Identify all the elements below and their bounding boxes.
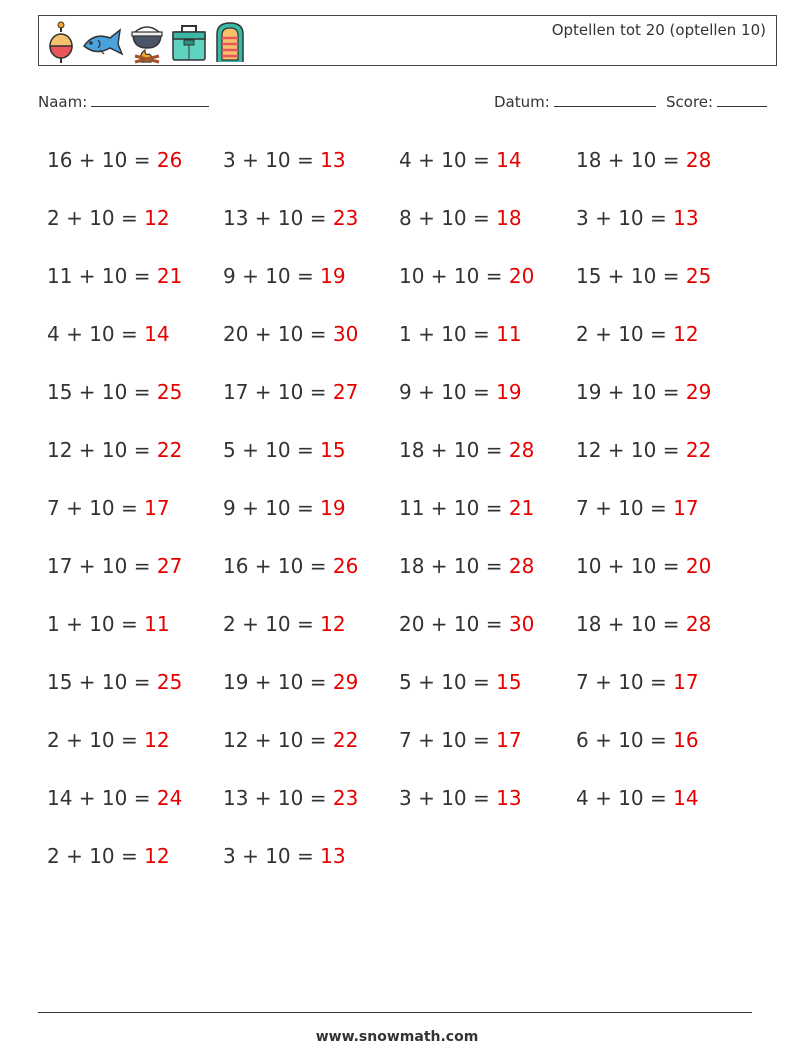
problem-question: 5 + 10 = [399, 670, 497, 694]
problem-answer: 17 [673, 670, 699, 694]
problem-item [576, 438, 711, 462]
problem-question: 16 + 10 = [223, 554, 333, 578]
problem-question: 18 + 10 = [576, 612, 686, 636]
problem-question: 13 + 10 = [223, 786, 333, 810]
problem-answer: 12 [144, 206, 170, 230]
score-field [666, 92, 767, 111]
problem-answer: 22 [156, 438, 183, 462]
date-blank[interactable] [554, 92, 656, 107]
problem-answer: 14 [496, 148, 522, 172]
problem-answer: 14 [144, 322, 170, 346]
problem-answer: 12 [320, 612, 346, 636]
problem-question: 3 + 10 = [223, 148, 321, 172]
problem-question: 6 + 10 = [576, 728, 674, 752]
problem-item [223, 844, 346, 868]
problem-item [47, 844, 170, 868]
problem-question: 15 + 10 = [47, 670, 157, 694]
problem-question: 2 + 10 = [47, 728, 145, 752]
problem-answer: 17 [144, 496, 170, 520]
problem-item [47, 670, 182, 694]
problem-question: 7 + 10 = [576, 496, 674, 520]
problem-question: 1 + 10 = [47, 612, 145, 636]
footer-url: www.snowmath.com [315, 1029, 479, 1045]
problem-question: 10 + 10 = [399, 264, 509, 288]
problem-answer: 30 [332, 322, 359, 346]
problem-answer: 23 [332, 206, 359, 230]
problem-item [47, 438, 182, 462]
problem-question: 13 + 10 = [223, 206, 333, 230]
footer-divider [38, 1012, 752, 1013]
problem-answer: 24 [156, 786, 183, 810]
problem-question: 3 + 10 = [223, 844, 321, 868]
problem-question: 1 + 10 = [399, 322, 497, 346]
problem-item [576, 786, 699, 810]
name-label: Naam: [38, 93, 88, 111]
problem-answer: 19 [496, 380, 522, 404]
problem-item [223, 670, 358, 694]
problem-item [47, 496, 170, 520]
score-blank[interactable] [717, 92, 767, 107]
problem-item [223, 786, 358, 810]
problem-answer: 21 [508, 496, 535, 520]
problem-item [223, 264, 346, 288]
problem-answer: 29 [332, 670, 359, 694]
name-blank[interactable] [91, 92, 209, 107]
problem-answer: 22 [685, 438, 712, 462]
problem-item [223, 554, 358, 578]
problem-item [576, 206, 699, 230]
problem-item [399, 206, 522, 230]
problem-answer: 12 [144, 844, 170, 868]
problem-question: 17 + 10 = [47, 554, 157, 578]
problem-answer: 16 [673, 728, 699, 752]
problem-answer: 13 [320, 148, 346, 172]
problem-question: 2 + 10 = [576, 322, 674, 346]
problem-item [223, 322, 358, 346]
problem-question: 11 + 10 = [47, 264, 157, 288]
problem-item [576, 612, 711, 636]
problem-answer: 15 [496, 670, 522, 694]
problem-item [399, 496, 534, 520]
problem-answer: 12 [673, 322, 699, 346]
problem-answer: 28 [508, 554, 535, 578]
problem-item [399, 322, 522, 346]
problem-question: 18 + 10 = [399, 554, 509, 578]
date-field [494, 92, 656, 111]
problem-question: 18 + 10 = [399, 438, 509, 462]
problem-question: 20 + 10 = [399, 612, 509, 636]
problem-question: 7 + 10 = [576, 670, 674, 694]
problem-question: 7 + 10 = [399, 728, 497, 752]
problem-item [223, 728, 358, 752]
problem-question: 5 + 10 = [223, 438, 321, 462]
problem-answer: 22 [332, 728, 359, 752]
problem-question: 11 + 10 = [399, 496, 509, 520]
problem-question: 12 + 10 = [47, 438, 157, 462]
campfire-pot-icon [129, 20, 165, 64]
problem-question: 19 + 10 = [576, 380, 686, 404]
problem-answer: 28 [508, 438, 535, 462]
problem-question: 4 + 10 = [47, 322, 145, 346]
problem-answer: 13 [496, 786, 522, 810]
problem-question: 4 + 10 = [576, 786, 674, 810]
problem-item [399, 380, 522, 404]
problem-item [399, 786, 522, 810]
problem-answer: 27 [332, 380, 359, 404]
problem-answer: 20 [685, 554, 712, 578]
problem-answer: 12 [144, 728, 170, 752]
problem-question: 20 + 10 = [223, 322, 333, 346]
problem-item [399, 148, 522, 172]
problem-question: 2 + 10 = [47, 206, 145, 230]
problem-question: 7 + 10 = [47, 496, 145, 520]
folding-chair-icon [213, 20, 247, 64]
problem-answer: 26 [332, 554, 359, 578]
problem-item [47, 380, 182, 404]
worksheet-header [38, 15, 777, 66]
problem-item [576, 554, 711, 578]
problem-question: 18 + 10 = [576, 148, 686, 172]
cooler-box-icon [170, 20, 208, 64]
problem-question: 17 + 10 = [223, 380, 333, 404]
problem-question: 12 + 10 = [576, 438, 686, 462]
problem-item [399, 438, 534, 462]
problem-question: 8 + 10 = [399, 206, 497, 230]
problem-answer: 20 [508, 264, 535, 288]
problem-item [47, 612, 170, 636]
worksheet-title: Optellen tot 20 (optellen 10) [551, 21, 766, 39]
problem-answer: 25 [685, 264, 712, 288]
problem-item [47, 148, 182, 172]
problem-item [223, 496, 346, 520]
problem-question: 19 + 10 = [223, 670, 333, 694]
fishing-float-icon [47, 20, 75, 64]
problem-item [576, 264, 711, 288]
problem-question: 9 + 10 = [399, 380, 497, 404]
problem-item [399, 554, 534, 578]
problem-item [399, 264, 534, 288]
problem-answer: 15 [320, 438, 346, 462]
problem-answer: 28 [685, 148, 712, 172]
score-label: Score: [666, 93, 714, 111]
name-field [38, 92, 209, 111]
problem-question: 9 + 10 = [223, 264, 321, 288]
problem-answer: 17 [496, 728, 522, 752]
problem-item [399, 670, 522, 694]
problem-question: 2 + 10 = [47, 844, 145, 868]
problem-answer: 21 [156, 264, 183, 288]
header-icons [47, 20, 247, 64]
problem-answer: 26 [156, 148, 183, 172]
problem-question: 10 + 10 = [576, 554, 686, 578]
problem-item [223, 438, 346, 462]
problem-answer: 11 [496, 322, 522, 346]
problem-question: 2 + 10 = [223, 612, 321, 636]
problem-item [399, 728, 522, 752]
problem-answer: 13 [673, 206, 699, 230]
problem-question: 14 + 10 = [47, 786, 157, 810]
problem-question: 15 + 10 = [47, 380, 157, 404]
problem-item [47, 322, 170, 346]
problem-item [576, 322, 699, 346]
problem-item [576, 148, 711, 172]
problem-answer: 14 [673, 786, 699, 810]
problem-item [223, 206, 358, 230]
problem-question: 3 + 10 = [576, 206, 674, 230]
problem-answer: 11 [144, 612, 170, 636]
problem-question: 12 + 10 = [223, 728, 333, 752]
problem-question: 16 + 10 = [47, 148, 157, 172]
problem-answer: 27 [156, 554, 183, 578]
problem-item [47, 786, 182, 810]
problem-item [223, 148, 346, 172]
problem-question: 9 + 10 = [223, 496, 321, 520]
problem-item [47, 206, 170, 230]
problem-answer: 18 [496, 206, 522, 230]
problem-question: 4 + 10 = [399, 148, 497, 172]
problem-answer: 17 [673, 496, 699, 520]
problem-item [223, 380, 358, 404]
problem-answer: 25 [156, 380, 183, 404]
problem-item [576, 496, 699, 520]
problem-answer: 30 [508, 612, 535, 636]
problem-item [576, 380, 711, 404]
problem-question: 3 + 10 = [399, 786, 497, 810]
problem-item [47, 728, 170, 752]
problem-item [576, 670, 699, 694]
fish-icon [80, 20, 124, 64]
problem-answer: 19 [320, 264, 346, 288]
problem-item [223, 612, 346, 636]
problem-item [47, 554, 182, 578]
problem-item [399, 612, 534, 636]
problem-answer: 23 [332, 786, 359, 810]
problem-question: 15 + 10 = [576, 264, 686, 288]
date-label: Datum: [494, 93, 550, 111]
problem-item [576, 728, 699, 752]
problem-answer: 28 [685, 612, 712, 636]
problem-answer: 19 [320, 496, 346, 520]
problem-answer: 29 [685, 380, 712, 404]
problem-answer: 13 [320, 844, 346, 868]
problem-item [47, 264, 182, 288]
problem-answer: 25 [156, 670, 183, 694]
